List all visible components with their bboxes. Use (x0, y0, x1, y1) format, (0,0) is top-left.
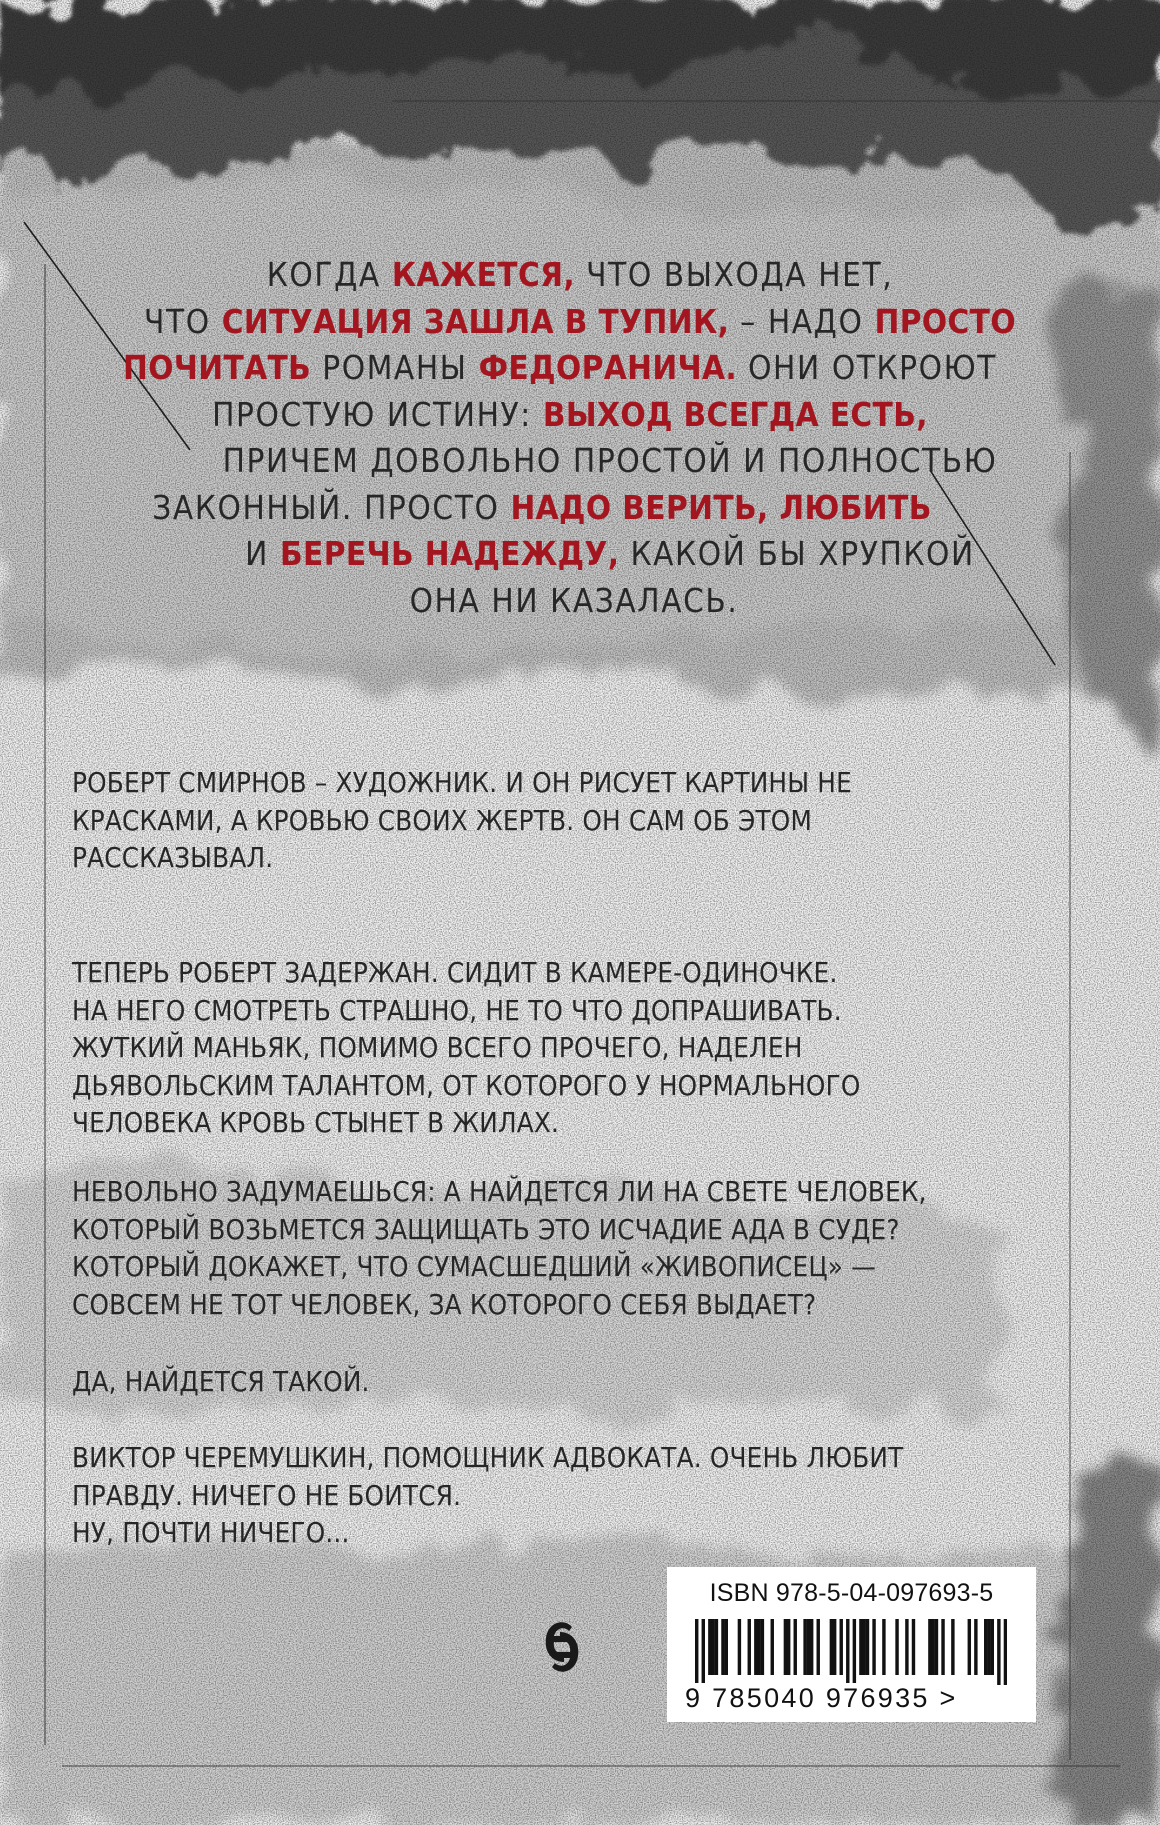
barcode-bar (974, 1619, 977, 1675)
paragraph-line: ВИКТОР ЧЕРЕМУШКИН, ПОМОЩНИК АДВОКАТА. ОЧЕНЬ ЛЮБИТ (72, 1442, 904, 1474)
isbn-barcode-block (667, 1567, 1036, 1722)
quote-text: ПРОСТУЮ ИСТИНУ: (212, 394, 543, 434)
barcode-bar (830, 1619, 833, 1675)
ean-digits: 9 785040 976935 > (685, 1683, 958, 1713)
quote-text: ПРИЧЕМ ДОВОЛЬНО ПРОСТОЙ И ПОЛНОСТЬЮ (222, 441, 998, 480)
barcode-bar (833, 1619, 836, 1675)
paragraph-line: РАССКАЗЫВАЛ. (72, 842, 274, 874)
barcode-bar (787, 1619, 790, 1675)
quote-highlight: ФЕДОРАНИЧА. (478, 348, 738, 387)
annotation-paragraph (72, 765, 972, 878)
quote-highlight: НАДО ВЕРИТЬ, ЛЮБИТЬ (510, 487, 932, 527)
paragraph-line: ЧЕЛОВЕКА КРОВЬ СТЫНЕТ В ЖИЛАХ. (72, 1107, 560, 1139)
paragraph-line: РОБЕРТ СМИРНОВ – ХУДОЖНИК. И ОН РИСУЕТ КАРТИНЫ НЕ (72, 767, 852, 799)
barcode-bar (872, 1619, 875, 1675)
barcode-bar (840, 1619, 843, 1675)
barcode-bar (935, 1619, 938, 1675)
paragraph-line: ПРАВДУ. НИЧЕГО НЕ БОИТСЯ. (72, 1479, 462, 1512)
barcode-bar (846, 1619, 849, 1685)
paragraph-line: КРАСКАМИ, А КРОВЬЮ СВОИХ ЖЕРТВ. ОН САМ ОБ ЭТОМ (72, 804, 813, 837)
quote-highlight: ПОЧИТАТЬ (122, 348, 312, 387)
barcode-bar (882, 1619, 885, 1675)
barcode-bar (859, 1619, 862, 1675)
barcode-bar (941, 1619, 944, 1675)
quote-highlight: СИТУАЦИЯ ЗАШЛА В ТУПИК, (221, 301, 730, 341)
barcode-bar (757, 1619, 760, 1675)
quote-line (90, 438, 1130, 485)
paragraph-line: НЕВОЛЬНО ЗАДУМАЕШЬСЯ: А НАЙДЕТСЯ ЛИ НА СВЕТЕ ЧЕЛОВЕК, (72, 1176, 927, 1208)
barcode-bar (711, 1619, 714, 1675)
quote-line (60, 252, 1100, 299)
barcode-bar (912, 1619, 915, 1675)
barcode-bar (807, 1619, 810, 1675)
barcode-bar (708, 1619, 711, 1675)
barcode-bar (702, 1619, 705, 1685)
paragraph-line: ДЬЯВОЛЬСКИМ ТАЛАНТОМ, ОТ КОТОРОГО У НОРМАЛЬНОГО (72, 1069, 861, 1102)
paragraph-line: ЖУТКИЙ МАНЬЯК, ПОМИМО ВСЕГО ПРОЧЕГО, НАДЕЛЕН (72, 1032, 803, 1064)
quote-text: ОНА НИ КАЗАЛАСЬ. (409, 580, 739, 620)
quote-highlight: КАЖЕТСЯ, (391, 255, 576, 294)
barcode-bar (862, 1619, 865, 1675)
barcode-bar (715, 1619, 718, 1675)
barcode-bar (738, 1619, 741, 1675)
quote-line (54, 578, 1094, 625)
quote-text: ОНИ ОТКРОЮТ (737, 348, 998, 387)
quote-text: – НАДО (729, 301, 875, 341)
annotation-paragraph (72, 955, 972, 1143)
barcode-bar (695, 1619, 698, 1685)
quote-text: КОГДА (266, 255, 392, 294)
quote-line (40, 345, 1080, 392)
barcode-bar (721, 1619, 724, 1675)
eksmo-logo-icon (542, 1616, 582, 1678)
barcode-bar (905, 1619, 908, 1675)
barcode-bar (866, 1619, 869, 1675)
barcode-bar (1004, 1619, 1007, 1685)
barcode-bar (931, 1619, 934, 1675)
annotation-paragraph (72, 1174, 972, 1324)
paragraph-line: СОВСЕМ НЕ ТОТ ЧЕЛОВЕК, ЗА КОТОРОГО СЕБЯ ВЫДАЕТ? (72, 1288, 817, 1321)
quote-line (90, 531, 1130, 578)
barcode-bar (987, 1619, 990, 1675)
quote-highlight: БЕРЕЧЬ НАДЕЖДУ, (280, 534, 620, 573)
barcode-bar (748, 1619, 751, 1675)
paragraph-line: ДА, НАЙДЕТСЯ ТАКОЙ. (72, 1366, 370, 1398)
barcode-bar (895, 1619, 898, 1675)
paragraph-line: ТЕПЕРЬ РОБЕРТ ЗАДЕРЖАН. СИДИТ В КАМЕРЕ-ОДИНОЧКЕ. (72, 957, 838, 989)
barcode-bar (771, 1619, 774, 1675)
barcode-bar (853, 1619, 856, 1685)
barcode-icon (695, 1619, 1007, 1685)
barcode-bar (984, 1619, 987, 1675)
paragraph-line: НУ, ПОЧТИ НИЧЕГО... (72, 1517, 350, 1549)
barcode-bar (761, 1619, 764, 1675)
paragraph-line: КОТОРЫЙ ДОКАЖЕТ, ЧТО СУМАСШЕДШИЙ «ЖИВОПИСЕЦ» — (72, 1251, 877, 1283)
barcode-bar (784, 1619, 787, 1675)
annotation-paragraph (72, 1364, 972, 1402)
quote-line (50, 392, 1090, 439)
barcode-bar (991, 1619, 994, 1675)
quote-text: КАКОЙ БЫ ХРУПКОЙ (619, 534, 975, 573)
paragraph-line: КОТОРЫЙ ВОЗЬМЕТСЯ ЗАЩИЩАТЬ ЭТО ИСЧАДИЕ АДА В СУДЕ? (72, 1213, 900, 1246)
barcode-bar (968, 1619, 971, 1675)
barcode-bar (803, 1619, 806, 1675)
barcode-bar (810, 1619, 813, 1675)
quote-line (60, 299, 1100, 346)
quote-line (22, 485, 1062, 532)
isbn-label: ISBN 978-5-04-097693-5 (709, 1579, 994, 1607)
barcode-bar (951, 1619, 954, 1675)
quote-highlight: ПРОСТО (874, 301, 1016, 341)
barcode-bar (928, 1619, 931, 1675)
quote-text: РОМАНЫ (311, 348, 479, 387)
barcode-bar (997, 1619, 1000, 1685)
barcode-bar (817, 1619, 820, 1675)
quote-text: ЧТО (144, 301, 222, 341)
quote-text: И (245, 534, 281, 573)
tagline-quote (60, 252, 1100, 624)
quote-text: ЧТО ВЫХОДА НЕТ, (575, 255, 894, 294)
barcode-bar (725, 1619, 728, 1675)
paragraph-line: НА НЕГО СМОТРЕТЬ СТРАШНО, НЕ ТО ЧТО ДОПРАШИВАТЬ. (72, 994, 842, 1027)
quote-text: ЗАКОННЫЙ. ПРОСТО (152, 487, 511, 527)
barcode-bar (754, 1619, 757, 1675)
annotation-paragraph (72, 1440, 972, 1553)
quote-highlight: ВЫХОД ВСЕГДА ЕСТЬ, (542, 394, 928, 434)
barcode-bar (794, 1619, 797, 1675)
